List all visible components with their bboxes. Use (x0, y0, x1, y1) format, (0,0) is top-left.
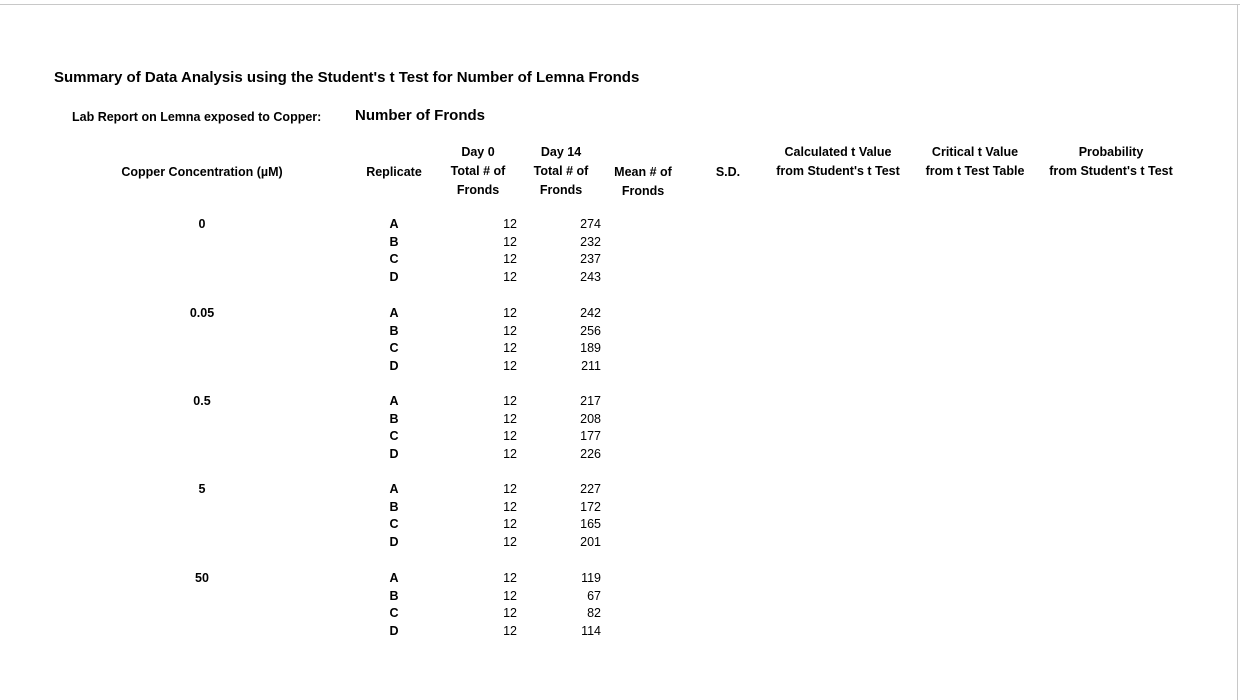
day14-cell: 165 (580, 517, 601, 532)
page-border-right (1237, 4, 1238, 700)
concentration-cell: 0 (198, 217, 206, 231)
day0-cell: 12 (503, 446, 517, 461)
day14-cell: 201 (580, 534, 601, 549)
page-title: Summary of Data Analysis using the Student's t Test for Number of Lemna Fronds (54, 69, 640, 86)
header-critical-t-line2: from t Test Table (925, 164, 1025, 178)
replicate-cell: B (389, 499, 399, 514)
day0-cell: 12 (503, 499, 517, 514)
concentration-cell: 0.5 (193, 394, 211, 408)
day0-cell: 12 (503, 534, 517, 549)
day14-cell: 208 (580, 411, 601, 426)
replicate-cell: C (389, 606, 399, 621)
day0-cell: 12 (503, 411, 517, 426)
day0-cell: 12 (503, 269, 517, 284)
replicate-cell: A (389, 306, 399, 320)
replicate-cell: A (389, 482, 399, 496)
day0-cell: 12 (503, 571, 517, 585)
header-mean-line2: Fronds (621, 184, 665, 198)
replicate-cell: C (389, 517, 399, 532)
report-label: Lab Report on Lemna exposed to Copper: (72, 110, 322, 124)
header-probability (1036, 143, 1186, 181)
day14-cell: 226 (580, 446, 601, 461)
replicate-cell: B (389, 588, 399, 603)
replicate-cell: B (389, 323, 399, 338)
concentration-cell: 5 (198, 482, 206, 496)
day0-cell: 12 (503, 234, 517, 249)
day14-cell: 67 (587, 588, 601, 603)
concentration-cell: 0.05 (189, 306, 215, 320)
page-border-top (0, 4, 1240, 5)
header-probability-line2: from Student's t Test (1049, 164, 1173, 178)
header-calculated-t-line2: from Student's t Test (776, 164, 900, 178)
header-day0-line1: Day 0 (461, 145, 495, 159)
header-day0-line2: Total # of (450, 164, 506, 178)
header-day14 (523, 143, 599, 200)
header-calculated-t-line1: Calculated t Value (784, 145, 892, 159)
replicate-cell: C (389, 341, 399, 356)
replicate-cell: D (389, 623, 399, 638)
header-mean-line1: Mean # of (614, 165, 672, 179)
header-critical-t (914, 143, 1036, 181)
day0-cell: 12 (503, 323, 517, 338)
header-mean (604, 163, 682, 201)
header-probability-line1: Probability (1078, 145, 1144, 159)
day14-cell: 189 (580, 341, 601, 356)
replicate-cell: A (389, 394, 399, 408)
replicate-cell: D (389, 534, 399, 549)
day0-cell: 12 (503, 306, 517, 320)
day14-cell: 232 (580, 234, 601, 249)
day0-cell: 12 (503, 517, 517, 532)
day14-cell: 114 (581, 623, 601, 638)
day0-cell: 12 (503, 394, 517, 408)
header-replicate: Replicate (366, 165, 422, 179)
day0-cell: 12 (503, 429, 517, 444)
replicate-cell: D (389, 358, 399, 373)
header-day14-line1: Day 14 (540, 145, 582, 159)
replicate-cell: A (389, 571, 399, 585)
day0-cell: 12 (503, 588, 517, 603)
header-sd: S.D. (715, 165, 741, 179)
day14-cell: 237 (580, 252, 601, 267)
day0-cell: 12 (503, 358, 517, 373)
day0-cell: 12 (503, 606, 517, 621)
day14-cell: 172 (580, 499, 601, 514)
header-day14-line2: Total # of (533, 164, 589, 178)
replicate-cell: C (389, 252, 399, 267)
day14-cell: 211 (581, 358, 601, 373)
day14-cell: 217 (580, 394, 601, 408)
header-critical-t-line1: Critical t Value (931, 145, 1019, 159)
replicate-cell: B (389, 411, 399, 426)
day0-cell: 12 (503, 252, 517, 267)
day14-cell: 82 (587, 606, 601, 621)
replicate-cell: D (389, 446, 399, 461)
report-measure: Number of Fronds (355, 107, 485, 124)
day0-cell: 12 (503, 623, 517, 638)
header-day0-line3: Fronds (456, 183, 500, 197)
day14-cell: 119 (581, 571, 601, 585)
header-calculated-t (764, 143, 912, 181)
replicate-cell: D (389, 269, 399, 284)
day14-cell: 242 (580, 306, 601, 320)
day14-cell: 227 (580, 482, 601, 496)
day14-cell: 274 (580, 217, 601, 231)
replicate-cell: C (389, 429, 399, 444)
header-day0 (440, 143, 516, 200)
day0-cell: 12 (503, 482, 517, 496)
replicate-cell: A (389, 217, 399, 231)
day14-cell: 256 (580, 323, 601, 338)
day14-cell: 243 (580, 269, 601, 284)
day14-cell: 177 (580, 429, 601, 444)
day0-cell: 12 (503, 341, 517, 356)
header-concentration: Copper Concentration (µM) (121, 165, 283, 179)
replicate-cell: B (389, 234, 399, 249)
day0-cell: 12 (503, 217, 517, 231)
concentration-cell: 50 (195, 571, 209, 585)
header-day14-line3: Fronds (539, 183, 583, 197)
